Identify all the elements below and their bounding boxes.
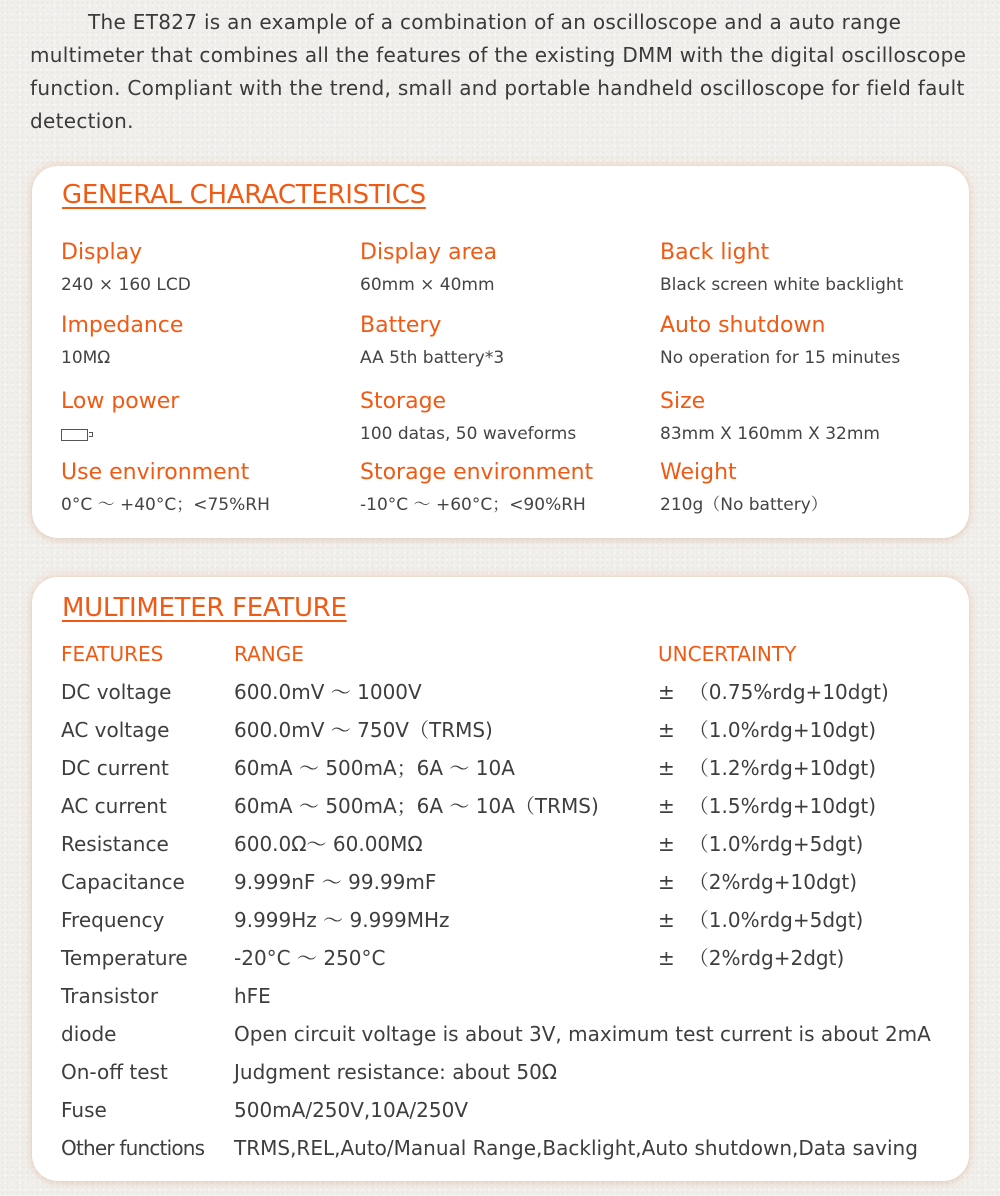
range-cell: hFE <box>234 984 271 1008</box>
plus-minus-sign: ± <box>658 870 675 894</box>
spec-label: Storage <box>360 389 447 414</box>
table-row <box>61 1021 961 1059</box>
table-row <box>61 1059 961 1097</box>
spec-storage <box>360 389 576 445</box>
uncertainty-value: （2%rdg+10dgt) <box>688 870 857 894</box>
uncertainty-cell <box>658 679 889 705</box>
feature-cell: Frequency <box>61 908 165 932</box>
uncertainty-value: （1.5%rdg+10dgt) <box>688 794 877 818</box>
spec-label: Battery <box>360 313 442 338</box>
table-row <box>61 1097 961 1135</box>
uncertainty-value: （1.0%rdg+5dgt) <box>688 832 864 856</box>
multimeter-feature-card <box>32 577 969 1181</box>
range-cell: 60mA ～ 500mA；6A ～ 10A（TRMS) <box>234 794 599 818</box>
feature-cell: AC voltage <box>61 718 170 742</box>
plus-minus-sign: ± <box>658 832 675 856</box>
spec-value <box>61 423 179 447</box>
range-cell: 9.999nF ～ 99.99mF <box>234 870 437 894</box>
uncertainty-value: （2%rdg+2dgt) <box>688 946 845 970</box>
plus-minus-sign: ± <box>658 756 675 780</box>
plus-minus-sign: ± <box>658 718 675 742</box>
spec-auto-shutdown <box>660 313 900 369</box>
range-cell: 500mA/250V,10A/250V <box>234 1098 469 1122</box>
general-characteristics-card <box>32 166 969 538</box>
spec-display <box>61 240 191 296</box>
uncertainty-value: （0.75%rdg+10dgt) <box>688 680 889 704</box>
range-cell: -20°C ～ 250°C <box>234 946 386 970</box>
feature-cell: Transistor <box>61 984 159 1008</box>
feature-cell: Other functions <box>61 1136 205 1160</box>
spec-value: 60mm × 40mm <box>360 275 495 295</box>
range-cell: 60mA ～ 500mA；6A ～ 10A <box>234 756 515 780</box>
header-uncertainty: UNCERTAINTY <box>658 642 797 666</box>
table-header-row <box>61 641 961 679</box>
feature-cell: AC current <box>61 794 167 818</box>
spec-label: Back light <box>660 240 770 265</box>
uncertainty-cell <box>658 831 863 857</box>
uncertainty-value: （1.2%rdg+10dgt) <box>688 756 877 780</box>
spec-weight <box>660 460 828 516</box>
spec-size <box>660 389 880 445</box>
spec-value: 0°C ～ +40°C；<75%RH <box>61 495 270 515</box>
spec-label: Auto shutdown <box>660 313 826 338</box>
table-row <box>61 983 961 1021</box>
table-row <box>61 679 961 717</box>
general-characteristics-title: GENERAL CHARACTERISTICS <box>62 180 426 210</box>
uncertainty-cell <box>658 945 844 971</box>
plus-minus-sign: ± <box>658 794 675 818</box>
uncertainty-cell <box>658 717 876 743</box>
spec-battery <box>360 313 504 369</box>
header-features: FEATURES <box>61 642 164 666</box>
table-row <box>61 793 961 831</box>
uncertainty-cell <box>658 869 857 895</box>
header-range: RANGE <box>234 642 304 666</box>
plus-minus-sign: ± <box>658 908 675 932</box>
spec-storage-environment <box>360 460 593 516</box>
spec-label: Display <box>61 240 143 265</box>
feature-cell: Fuse <box>61 1098 107 1122</box>
table-row <box>61 907 961 945</box>
spec-value: 240 × 160 LCD <box>61 275 191 295</box>
spec-value: 100 datas, 50 waveforms <box>360 424 577 444</box>
range-cell: Open circuit voltage is about 3V, maximum test current is about 2mA <box>234 1022 931 1046</box>
spec-label: Display area <box>360 240 498 265</box>
range-cell: 600.0mV ～ 750V（TRMS) <box>234 718 493 742</box>
feature-cell: Capacitance <box>61 870 185 894</box>
spec-label: Impedance <box>61 313 184 338</box>
range-cell: TRMS,REL,Auto/Manual Range,Backlight,Auto shutdown,Data saving <box>234 1136 918 1160</box>
spec-value: -10°C ～ +60°C；<90%RH <box>360 495 586 515</box>
feature-table <box>61 641 961 1173</box>
table-row <box>61 831 961 869</box>
spec-value: 10MΩ <box>61 348 111 368</box>
range-cell: Judgment resistance: about 50Ω <box>234 1060 558 1084</box>
spec-use-environment <box>61 460 270 516</box>
table-row <box>61 755 961 793</box>
uncertainty-cell <box>658 793 876 819</box>
uncertainty-value: （1.0%rdg+5dgt) <box>688 908 864 932</box>
spec-label: Use environment <box>61 460 250 485</box>
spec-value: AA 5th battery*3 <box>360 348 505 368</box>
feature-cell: Temperature <box>61 946 188 970</box>
spec-label: Storage environment <box>360 460 594 485</box>
feature-cell: On-off test <box>61 1060 168 1084</box>
multimeter-feature-title: MULTIMETER FEATURE <box>62 593 347 623</box>
spec-label: Size <box>660 389 706 414</box>
spec-value: No operation for 15 minutes <box>660 348 901 368</box>
range-cell: 9.999Hz ～ 9.999MHz <box>234 908 450 932</box>
uncertainty-cell <box>658 755 876 781</box>
battery-icon <box>61 429 88 441</box>
table-row <box>61 717 961 755</box>
plus-minus-sign: ± <box>658 680 675 704</box>
feature-cell: diode <box>61 1022 117 1046</box>
spec-low-power <box>61 389 179 447</box>
table-row <box>61 945 961 983</box>
uncertainty-cell <box>658 907 863 933</box>
table-row <box>61 869 961 907</box>
intro-paragraph: The ET827 is an example of a combination of an oscilloscope and a auto range multimeter that combines all the features of the existing DMM with the digital oscilloscope function. Compliant with the trend, small and portable handheld oscilloscope for field fault detection. <box>30 10 967 133</box>
spec-value: Black screen white backlight <box>660 275 904 295</box>
feature-cell: DC voltage <box>61 680 172 704</box>
spec-back-light <box>660 240 903 296</box>
spec-label: Weight <box>660 460 737 485</box>
feature-cell: DC current <box>61 756 169 780</box>
uncertainty-value: （1.0%rdg+10dgt) <box>688 718 877 742</box>
range-cell: 600.0mV ～ 1000V <box>234 680 422 704</box>
spec-value: 210g（No battery） <box>660 495 828 515</box>
table-row <box>61 1135 961 1173</box>
spec-value: 83mm X 160mm X 32mm <box>660 424 880 444</box>
spec-impedance <box>61 313 183 369</box>
range-cell: 600.0Ω～ 60.00MΩ <box>234 832 423 856</box>
spec-display-area <box>360 240 497 296</box>
plus-minus-sign: ± <box>658 946 675 970</box>
spec-label: Low power <box>61 389 180 414</box>
feature-cell: Resistance <box>61 832 169 856</box>
